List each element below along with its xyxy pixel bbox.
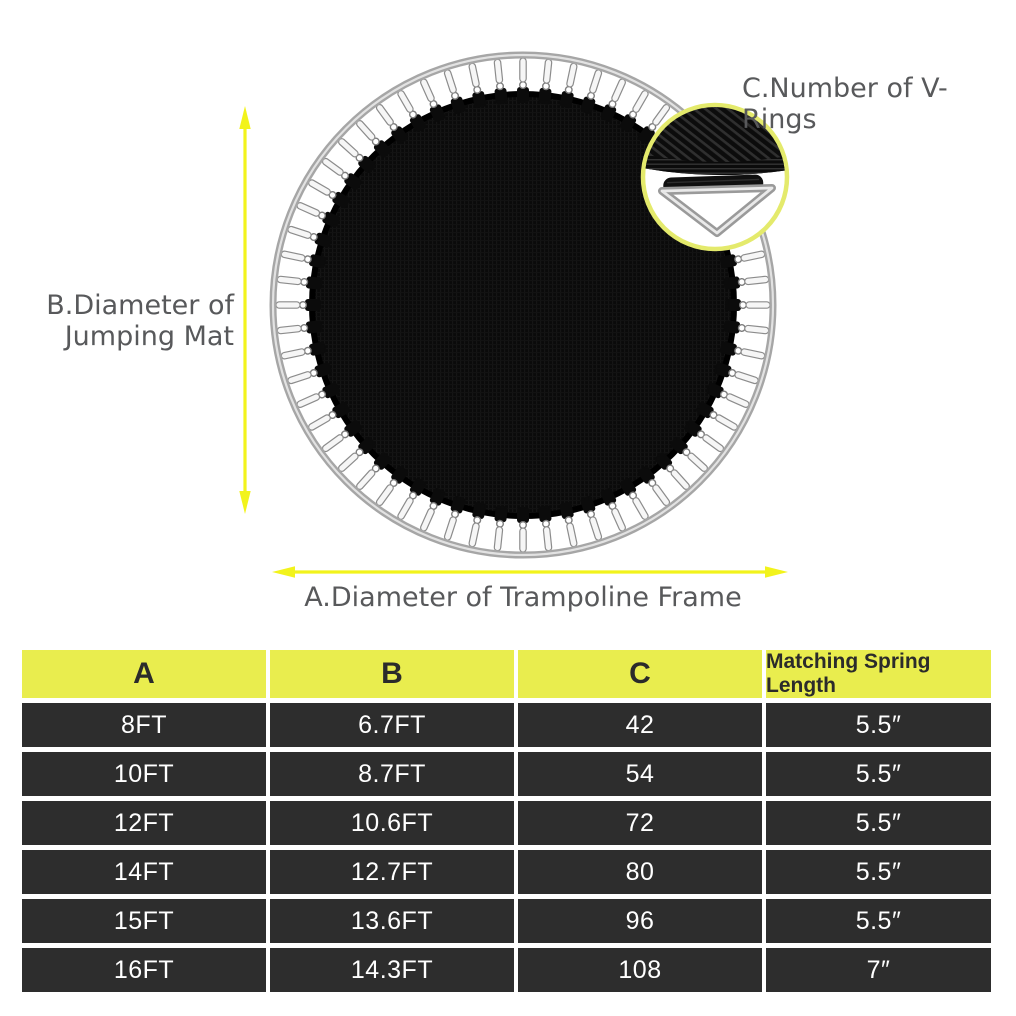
table-cell-r0-c2: 42 bbox=[518, 703, 762, 747]
table-cell-r1-c3: 5.5″ bbox=[766, 752, 991, 796]
table-cell-r1-c0: 10FT bbox=[22, 752, 266, 796]
spring-with-v-ring bbox=[517, 58, 529, 103]
table-cell-r3-c3: 5.5″ bbox=[766, 850, 991, 894]
spring-with-v-ring bbox=[517, 507, 529, 552]
table-cell-r3-c0: 14FT bbox=[22, 850, 266, 894]
horizontal-dimension-arrow bbox=[272, 566, 788, 577]
header-cell-c: C bbox=[518, 650, 762, 698]
label-number-of-v-rings: C.Number of V-Rings bbox=[742, 73, 948, 135]
label-b-line1: B.Diameter of bbox=[46, 290, 234, 321]
label-diameter-jumping-mat bbox=[30, 290, 234, 352]
label-diameter-trampoline-frame: A.Diameter of Trampoline Frame bbox=[304, 582, 742, 613]
table-cell-r4-c2: 96 bbox=[518, 899, 762, 943]
table-cell-r2-c0: 12FT bbox=[22, 801, 266, 845]
table-cell-r5-c0: 16FT bbox=[22, 948, 266, 992]
table-cell-r2-c2: 72 bbox=[518, 801, 762, 845]
vertical-dimension-arrow bbox=[239, 106, 250, 514]
label-b-line2: Jumping Mat bbox=[64, 321, 234, 352]
spring-with-v-ring bbox=[276, 299, 321, 311]
table-cell-r3-c2: 80 bbox=[518, 850, 762, 894]
table-cell-r4-c0: 15FT bbox=[22, 899, 266, 943]
spring-with-v-ring bbox=[725, 299, 770, 311]
table-cell-r5-c2: 108 bbox=[518, 948, 762, 992]
table-cell-r0-c3: 5.5″ bbox=[766, 703, 991, 747]
table-cell-r2-c1: 10.6FT bbox=[270, 801, 514, 845]
header-cell-b: B bbox=[270, 650, 514, 698]
size-table bbox=[22, 650, 991, 992]
table-cell-r2-c3: 5.5″ bbox=[766, 801, 991, 845]
table-cell-r5-c3: 7″ bbox=[766, 948, 991, 992]
table-cell-r4-c3: 5.5″ bbox=[766, 899, 991, 943]
table-cell-r1-c2: 54 bbox=[518, 752, 762, 796]
table-cell-r3-c1: 12.7FT bbox=[270, 850, 514, 894]
table-cell-r5-c1: 14.3FT bbox=[270, 948, 514, 992]
header-cell-a: A bbox=[22, 650, 266, 698]
table-cell-r1-c1: 8.7FT bbox=[270, 752, 514, 796]
table-cell-r4-c1: 13.6FT bbox=[270, 899, 514, 943]
header-cell-matching-spring-length: Matching Spring Length bbox=[766, 650, 991, 698]
table-cell-r0-c1: 6.7FT bbox=[270, 703, 514, 747]
table-cell-r0-c0: 8FT bbox=[22, 703, 266, 747]
